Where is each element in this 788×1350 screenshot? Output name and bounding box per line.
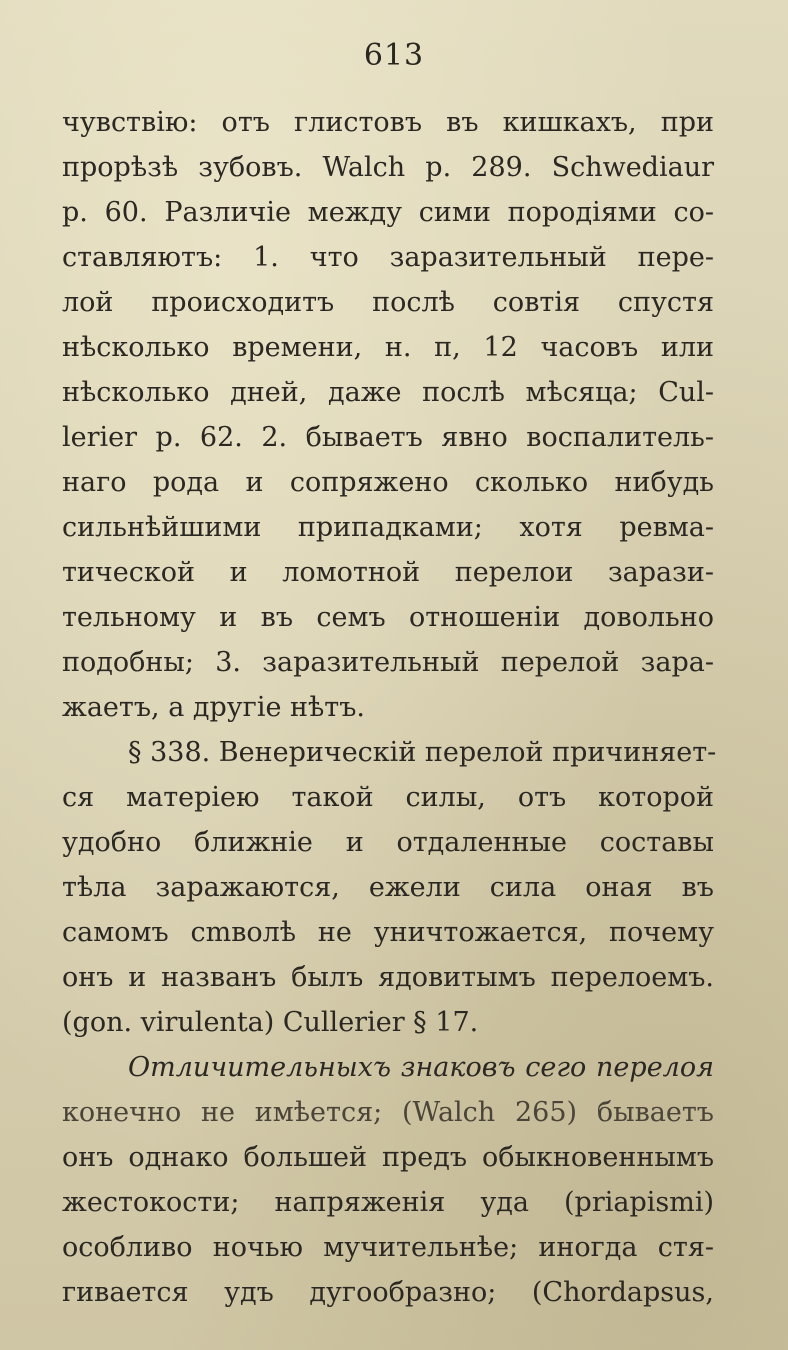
paragraph-start: § 338. Венерическій перелой причиняет- (128, 737, 717, 768)
text-line: ся матеріею такой силы, отъ которой (62, 782, 714, 813)
text-line: тельному и въ семъ отношеніи довольно (62, 602, 714, 633)
text-line: жестокости; напряженія уда (priapismi) (62, 1187, 714, 1218)
text-line: чувствію: отъ глистовъ въ кишкахъ, при (62, 107, 714, 138)
paragraph-start: Отличительныхъ знаковъ сего перелоя (128, 1052, 714, 1083)
text-line: прорѣзѣ зубовъ. Walch p. 289. Schwediaur (62, 152, 714, 183)
text-line: lerier p. 62. 2. бываетъ явно воспалитель- (62, 422, 714, 453)
text-line: подобны; 3. заразительный перелой зара- (62, 647, 714, 678)
text-line: онъ однако большей предъ обыкновеннымъ (62, 1142, 714, 1173)
text-line: жаетъ, а другіе нѣтъ. (62, 692, 365, 723)
text-line: p. 60. Различіе между сими породіями со- (62, 197, 714, 228)
text-line: сильнѣйшими припадками; хотя ревма- (62, 512, 714, 543)
text-line: нѣсколько дней, даже послѣ мѣсяца; Cul- (62, 377, 714, 408)
text-line: особливо ночью мучительнѣе; иногда стя- (62, 1232, 714, 1263)
text-line: тѣла заражаются, ежели сила оная въ (62, 872, 714, 903)
text-line: нѣсколько времени, н. п, 12 часовъ или (62, 332, 714, 363)
text-line: (gon. virulenta) Cullerier § 17. (62, 1007, 479, 1038)
text-line: онъ и названъ былъ ядовитымъ перелоемъ. (62, 962, 714, 993)
page-number: 613 (363, 38, 425, 73)
text-line: конечно не имѣется; (Walch 265) бываетъ (62, 1097, 714, 1128)
text-line: гивается удъ дугообразно; (Chordapsus, (62, 1277, 714, 1308)
text-line: самомъ cmволѣ не уничтожается, почему (62, 917, 714, 948)
text-line: тической и ломотной перелои зарази- (62, 557, 714, 588)
text-line: ставляютъ: 1. что заразительный пере- (62, 242, 714, 273)
text-line: удобно ближніе и отдаленные составы (62, 827, 714, 858)
text-line: лой происходитъ послѣ совтія спустя (62, 287, 714, 318)
text-line: наго рода и сопряжено сколько нибудь (62, 467, 714, 498)
